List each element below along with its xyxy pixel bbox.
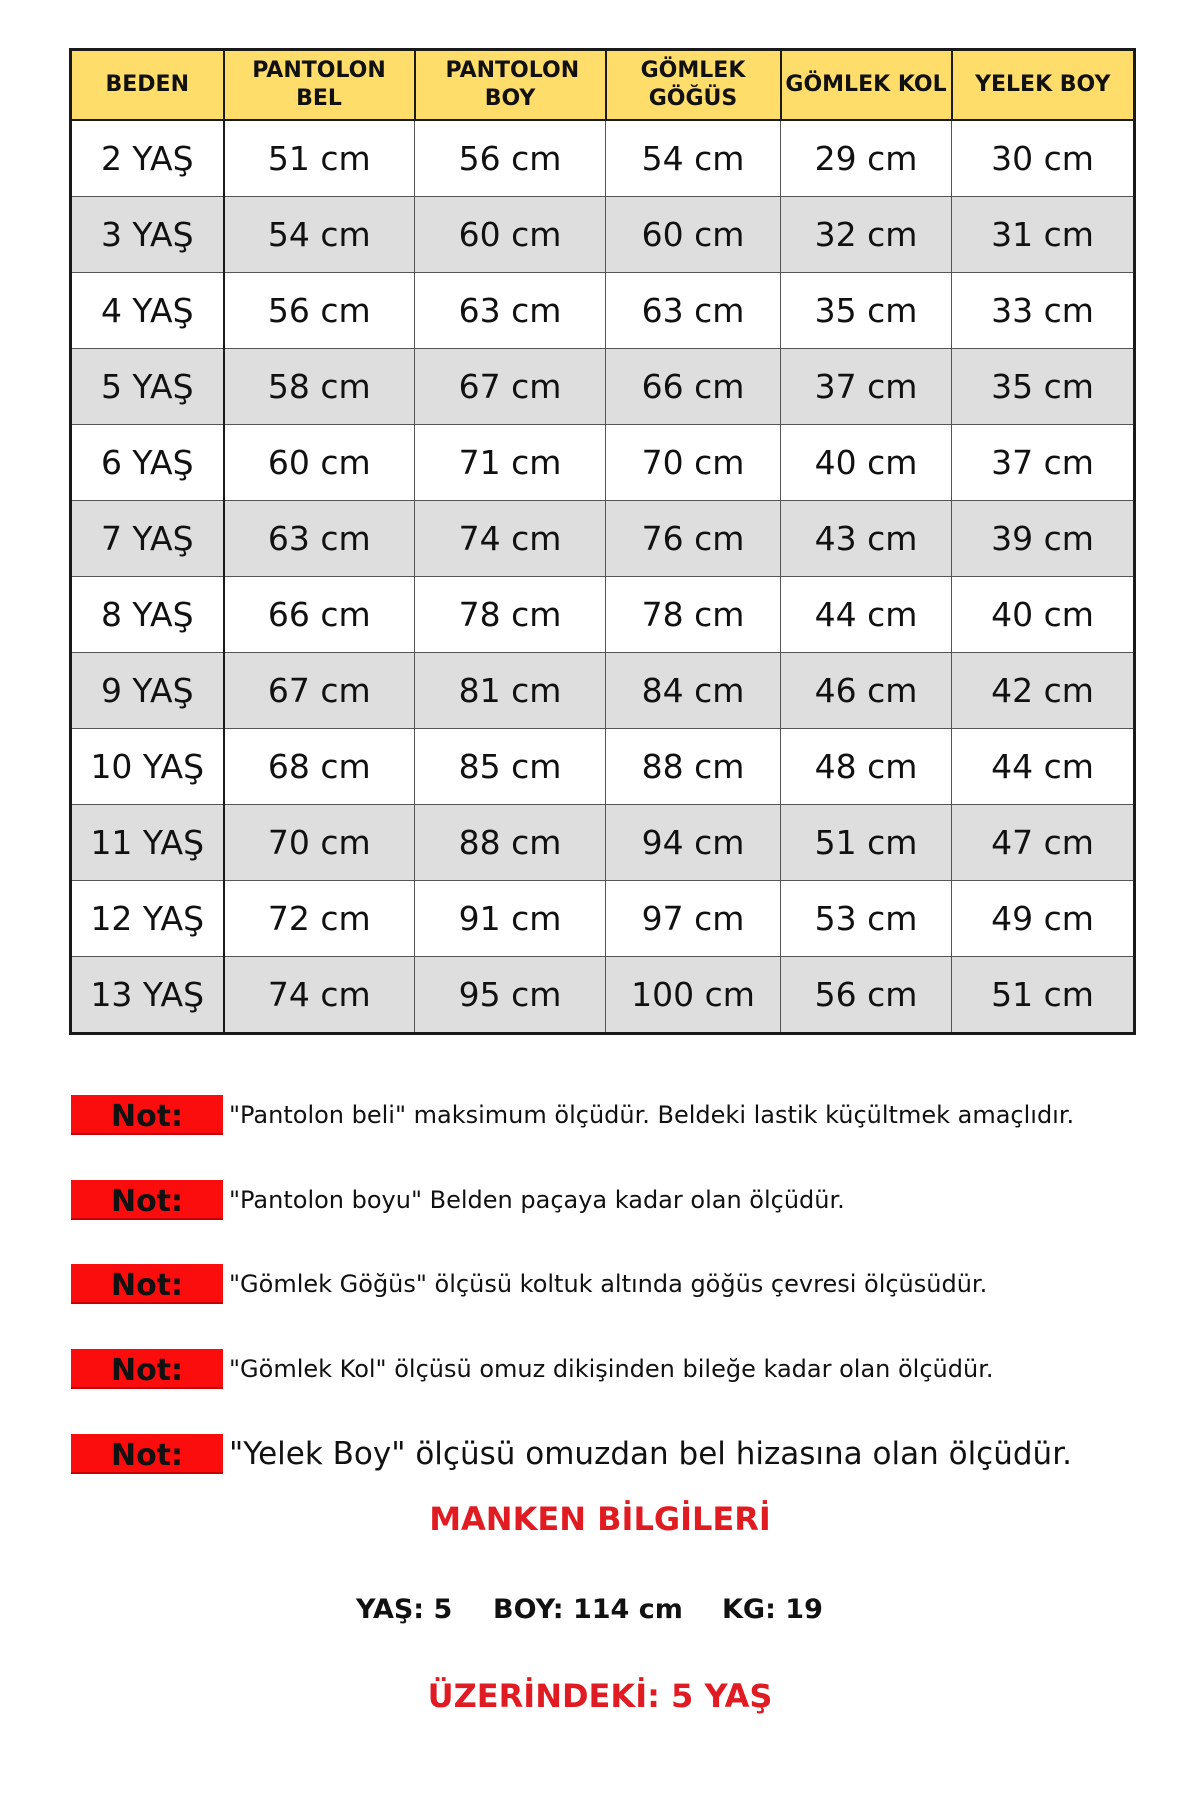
note-text: "Gömlek Göğüs" ölçüsü koltuk altında göğüs çevresi ölçüsüdür.	[229, 1270, 988, 1298]
table-row	[71, 120, 1135, 197]
measurement-cell: 60 cm	[415, 197, 606, 273]
header-pantolon-bel: PANTOLON BEL	[224, 50, 415, 121]
measurement-cell: 29 cm	[781, 120, 952, 197]
measurement-cell: 72 cm	[224, 881, 415, 957]
size-chart-table	[69, 48, 1136, 1035]
measurement-cell: 51 cm	[952, 957, 1135, 1034]
table-row	[71, 349, 1135, 425]
measurement-cell: 95 cm	[415, 957, 606, 1034]
note-yelek-boy	[71, 1434, 1191, 1474]
table-row	[71, 273, 1135, 349]
size-cell: 6 YAŞ	[71, 425, 224, 501]
size-cell: 13 YAŞ	[71, 957, 224, 1034]
measurement-cell: 43 cm	[781, 501, 952, 577]
note-pantolon-boy	[71, 1180, 1191, 1220]
note-badge: Not:	[71, 1264, 223, 1304]
note-text: "Yelek Boy" ölçüsü omuzdan bel hizasına olan ölçüdür.	[229, 1436, 1072, 1472]
measurement-cell: 100 cm	[606, 957, 781, 1034]
table-row	[71, 425, 1135, 501]
note-gomlek-kol	[71, 1349, 1191, 1389]
measurement-cell: 40 cm	[781, 425, 952, 501]
measurement-cell: 31 cm	[952, 197, 1135, 273]
table-row	[71, 501, 1135, 577]
header-pantolon-boy: PANTOLON BOY	[415, 50, 606, 121]
measurement-cell: 60 cm	[606, 197, 781, 273]
measurement-cell: 88 cm	[606, 729, 781, 805]
measurement-cell: 35 cm	[781, 273, 952, 349]
measurement-cell: 58 cm	[224, 349, 415, 425]
size-cell: 2 YAŞ	[71, 120, 224, 197]
size-cell: 7 YAŞ	[71, 501, 224, 577]
measurement-cell: 78 cm	[415, 577, 606, 653]
size-cell: 11 YAŞ	[71, 805, 224, 881]
measurement-cell: 67 cm	[224, 653, 415, 729]
measurement-cell: 51 cm	[781, 805, 952, 881]
model-wearing-size: ÜZERİNDEKİ: 5 YAŞ	[427, 1677, 773, 1715]
model-height: BOY: 114 cm	[493, 1594, 683, 1625]
model-weight: KG: 19	[722, 1594, 823, 1625]
measurement-cell: 37 cm	[952, 425, 1135, 501]
header-gomlek-gogus: GÖMLEK GÖĞÜS	[606, 50, 781, 121]
note-text: "Gömlek Kol" ölçüsü omuz dikişinden bileğe kadar olan ölçüdür.	[229, 1355, 994, 1383]
measurement-cell: 76 cm	[606, 501, 781, 577]
measurement-cell: 30 cm	[952, 120, 1135, 197]
measurement-cell: 32 cm	[781, 197, 952, 273]
note-text: "Pantolon beli" maksimum ölçüdür. Beldeki lastik küçültmek amaçlıdır.	[229, 1101, 1075, 1129]
measurement-cell: 71 cm	[415, 425, 606, 501]
table-row	[71, 729, 1135, 805]
measurement-cell: 47 cm	[952, 805, 1135, 881]
table-row	[71, 653, 1135, 729]
measurement-cell: 46 cm	[781, 653, 952, 729]
size-cell: 12 YAŞ	[71, 881, 224, 957]
header-beden: BEDEN	[71, 50, 224, 121]
measurement-cell: 40 cm	[952, 577, 1135, 653]
table-row	[71, 805, 1135, 881]
measurement-cell: 81 cm	[415, 653, 606, 729]
model-age: YAŞ: 5	[356, 1594, 453, 1625]
note-badge: Not:	[71, 1349, 223, 1389]
table-header-row	[71, 50, 1135, 121]
size-cell: 4 YAŞ	[71, 273, 224, 349]
measurement-cell: 33 cm	[952, 273, 1135, 349]
header-gomlek-kol: GÖMLEK KOL	[781, 50, 952, 121]
table-row	[71, 577, 1135, 653]
measurement-cell: 39 cm	[952, 501, 1135, 577]
measurement-cell: 60 cm	[224, 425, 415, 501]
size-cell: 8 YAŞ	[71, 577, 224, 653]
model-info-title: MANKEN BİLGİLERİ	[429, 1500, 771, 1538]
size-cell: 9 YAŞ	[71, 653, 224, 729]
measurement-cell: 54 cm	[606, 120, 781, 197]
measurement-cell: 70 cm	[224, 805, 415, 881]
measurement-cell: 49 cm	[952, 881, 1135, 957]
table-row	[71, 881, 1135, 957]
size-cell: 3 YAŞ	[71, 197, 224, 273]
size-cell: 5 YAŞ	[71, 349, 224, 425]
measurement-cell: 85 cm	[415, 729, 606, 805]
table-row	[71, 957, 1135, 1034]
note-gomlek-gogus	[71, 1264, 1191, 1304]
measurement-cell: 97 cm	[606, 881, 781, 957]
measurement-cell: 37 cm	[781, 349, 952, 425]
note-text: "Pantolon boyu" Belden paçaya kadar olan ölçüdür.	[229, 1186, 845, 1214]
measurement-cell: 91 cm	[415, 881, 606, 957]
measurement-cell: 88 cm	[415, 805, 606, 881]
measurement-cell: 63 cm	[606, 273, 781, 349]
measurement-cell: 53 cm	[781, 881, 952, 957]
measurement-cell: 44 cm	[952, 729, 1135, 805]
measurement-cell: 78 cm	[606, 577, 781, 653]
measurement-cell: 66 cm	[224, 577, 415, 653]
note-badge: Not:	[71, 1180, 223, 1220]
model-stats	[350, 1594, 850, 1634]
measurement-cell: 70 cm	[606, 425, 781, 501]
measurement-cell: 54 cm	[224, 197, 415, 273]
measurement-cell: 63 cm	[224, 501, 415, 577]
measurement-cell: 51 cm	[224, 120, 415, 197]
measurement-cell: 94 cm	[606, 805, 781, 881]
measurement-cell: 67 cm	[415, 349, 606, 425]
measurement-cell: 56 cm	[781, 957, 952, 1034]
measurement-cell: 56 cm	[415, 120, 606, 197]
measurement-cell: 63 cm	[415, 273, 606, 349]
note-pantolon-bel	[71, 1095, 1191, 1135]
note-badge: Not:	[71, 1434, 223, 1474]
measurement-cell: 66 cm	[606, 349, 781, 425]
note-badge: Not:	[71, 1095, 223, 1135]
measurement-cell: 84 cm	[606, 653, 781, 729]
measurement-cell: 74 cm	[415, 501, 606, 577]
measurement-cell: 68 cm	[224, 729, 415, 805]
size-cell: 10 YAŞ	[71, 729, 224, 805]
table-body	[71, 120, 1135, 1034]
measurement-cell: 44 cm	[781, 577, 952, 653]
measurement-cell: 42 cm	[952, 653, 1135, 729]
measurement-cell: 48 cm	[781, 729, 952, 805]
header-yelek-boy: YELEK BOY	[952, 50, 1135, 121]
measurement-cell: 74 cm	[224, 957, 415, 1034]
table-row	[71, 197, 1135, 273]
measurement-cell: 56 cm	[224, 273, 415, 349]
measurement-cell: 35 cm	[952, 349, 1135, 425]
